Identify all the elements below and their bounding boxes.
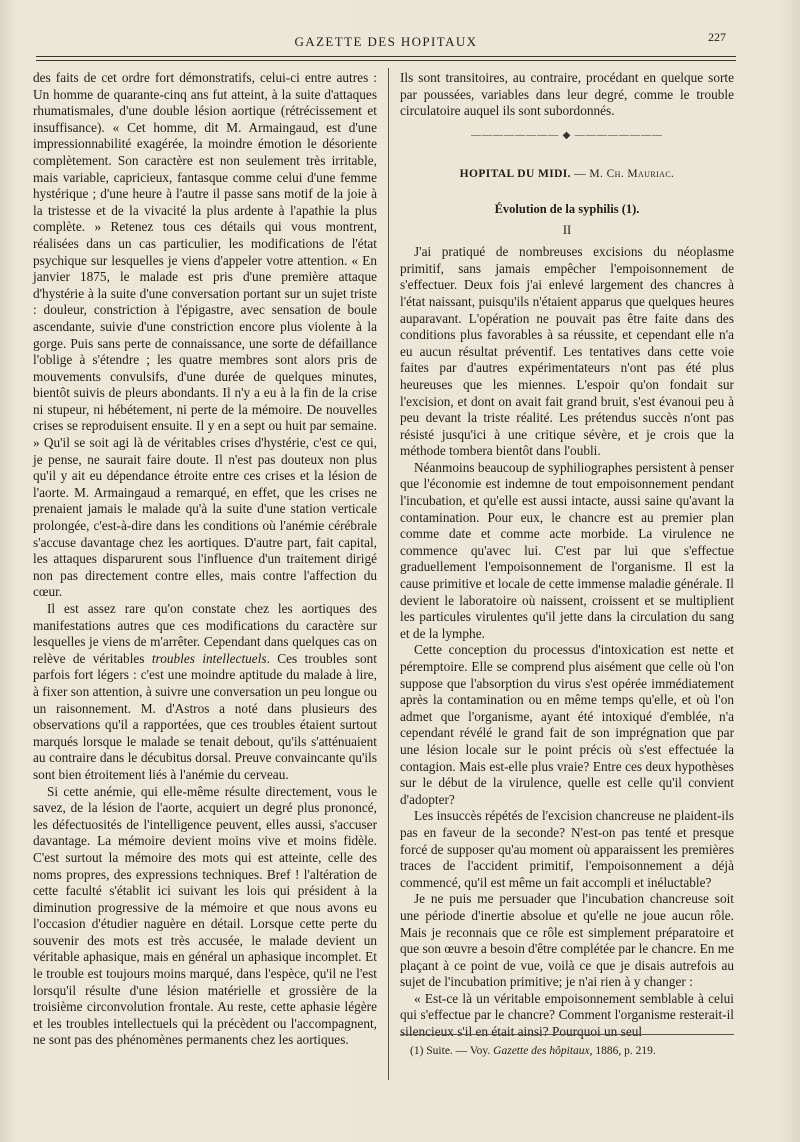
page-number: 227 [708,30,726,44]
right-continuation: Ils sont transitoires, au contraire, procédant en quelque sorte par poussées, variables dans leur degré, comme le trouble circulatoire auquel ils sont subordonnés. [400,70,734,119]
right-paragraph-5: Je ne puis me persuader que l'incubation chancreuse soit une période d'inertie absolue et qu'elle ne joue aucun rôle. Mais je reconnais que ce rôle est simplement préparatoire et que son œuvre a besoin d'être complétée par le chancre. En me plaçant à ce point de vue, voilà ce que je disais autrefois au sujet de l'incubation primitive; je n'ai rien à y changer : [400,891,734,990]
left-paragraph-3: Si cette anémie, qui elle-même résulte directement, vous le savez, de la lésion de l'aorte, acquiert un degré plus prononcé, les défectuosités de l'intelligence peuvent, elles aussi, s'accuser davantage. La mémoire devient moins vive et moins fidèle. C'est surtout la mémoire des mots qui est atteinte, celle des noms propres, des expressions techniques. Bref ! l'altération de cette faculté s'établit ici suivant les lois qui président à la diminution progressive de la mémoire et que nous avons eu l'occasion d'étudier naguère en détail. Lorsque cette perte du souvenir des mots est très accusée, le malade devient un véritable aphasique, mais en général un aphasique incomplet. Et le trouble est toujours moins marqué, dans l'espèce, qu'il ne l'est lorsqu'il résulte d'une lésion matérielle et grossière de la troisième circonvolution frontale. Au reste, cette aphasie légère et les troubles intellectuels qui la précèdent ou l'accompagnent, ne sont pas des phénomènes permanents chez les aortiques. [33,783,377,1048]
article-title: Évolution de la syphilis (1). [494,201,640,216]
right-paragraph-1: J'ai pratiqué de nombreuses excisions du néoplasme primitif, sans jamais empêcher l'empoisonnement de s'effectuer. Deux fois j'ai enlevé largement des chancres à l'état naissant, puisqu'ils n'étaient apparus que quelques heures auparavant. L'opération ne pouvait pas être faite dans des conditions plus favorables à sa réussite, et cependant elle n'a eu aucun résultat préventif. Les tentatives dans cette voie faites par d'autres expérimentateurs n'ont pas été plus heureuses que les miennes. L'espoir qu'on fondait sur l'excision, et dont on avait fait grand bruit, s'est évanoui peu à peu devant la triste réalité. Les prétendus succès n'ont pas résisté jusqu'ici à une critique sévère, et je crois que la méthode tombera bientôt dans l'oubli. [400,244,734,459]
section-ornament: ———————— ◆ ———————— [471,129,663,141]
footnote [410,1045,730,1057]
left-paragraph-2 [33,601,377,784]
footnote-prefix: (1) Suite. — Voy. [410,1045,494,1057]
header-rule [36,56,736,61]
running-title: GAZETTE DES HOPITAUX [294,34,478,49]
footnote-rule [400,1034,734,1035]
column-divider [388,68,389,1080]
footnote-suffix: , 1886, p. 219. [589,1045,656,1057]
article-part-number: II [562,222,572,237]
author-name: M. Ch. Mauriac. [589,168,675,181]
right-column [400,70,734,1041]
hospital-name: HOPITAL DU MIDI. [459,168,571,181]
left-paragraph-2-text-a: Il est assez rare qu'on constate chez les aortiques des manifestations autres que ces modifications du caractère sur lesquelles je viens de m'arrêter. Cependant dans quelques cas on relève de véritables [33,601,377,666]
footnote-journal: Gazette des hôpitaux [493,1045,590,1057]
right-paragraph-2: Néanmoins beaucoup de syphiliographes persistent à penser que l'économie est indemne de tout empoisonnement pendant l'incubation, et qu'elle est aussi intacte, aussi saine qu'avant la contamination. Pour eux, le chancre est au premier plan comme date et comme acte morbide. La virulence ne commence qu'avec lui. C'est par lui que s'effectue graduellement l'empoisonnement de l'organisme. Il est la cause primitive et locale de cette immense maladie générale. Il devient le laboratoire où naissent, croissent et se multiplient les particules virulentes qu'il jette dans la circulation du sang et de la lymphe. [400,459,734,641]
section-dash: — [570,168,590,181]
section-heading [400,166,734,183]
left-paragraph-2-text-b: . Ces troubles sont parfois fort légers : c'est une moindre aptitude du malade à lire, à fixer son attention, à suivre une conversation un peu longue ou un raisonnement. M. d'Astros a noté dans plusieurs des observations qu'il a rapportées, que ces troubles étaient surtout marqués lorsque le malade se tenait debout, qu'ils s'atténuaient au contraire dans le décubitus dorsal. Preuve convaincante qu'ils sont bien étroitement liés à l'anémie du cerveau. [33,650,377,782]
right-paragraph-3: Cette conception du processus d'intoxication est nette et péremptoire. Elle se comprend plus aisément que celle où l'on suppose que l'absorption du virus s'est opérée immédiatement après la contamination ou en même temps qu'elle, et où l'on admet que l'organisme, ayant été intoxiqué d'emblée, n'a cependant révélé le grand fait de son imprégnation que par une lésion locale sur le point précis où s'est effectuée la contagion. Mais est-elle plus vraie? Entre ces deux hypothèses sur le début de la virulence, quelle est celle qu'il convient d'adopter? [400,642,734,807]
page-header [36,26,736,54]
left-column [33,70,377,1049]
left-paragraph-2-italic: troubles intellectuels [151,650,267,666]
right-paragraph-6: « Est-ce là un véritable empoisonnement semblable à celui qui s'effectue par le chancre? Comment l'organisme resterait-il silencieux s'il en était ainsi? Pourquoi un seul [400,990,734,1040]
left-paragraph-1: des faits de cet ordre fort démonstratifs, celui-ci entre autres : Un homme de quarante-cinq ans fut atteint, à la suite d'attaques rhumatismales, d'une double lésion aortique (rétrécissement et insuffisance). « Cet homme, dit M. Armaingaud, est d'une impressionnabilité exagérée, la moindre émotion le désoriente complètement. Son caractère est non seulement très irritable, mais variable, capricieux, fantasque comme celui d'une femme hystérique ; d'une heure à l'autre il passe sans motif de la joie à la tristesse et de la vivacité la plus ardente à l'apathie la plus complète. » Retenez tous ces détails qui vous montrent, réalisées dans un cas particulier, les modifications de l'état psychique sur lesquelles je viens d'appeler votre attention. « En janvier 1875, le malade est pris d'une première attaque d'hystérie à la suite d'une conversation portant sur un sujet triste : douleur, constriction à l'épigastre, avec sensation de boule ascendante, suivie d'une constriction encore plus violente à la gorge. Puis sans perte de connaissance, une sorte de défaillance l'oblige à s'étendre ; les quatre membres sont alors pris de mouvements convulsifs, d'une durée de quelques minutes, bientôt suivis de pleurs abondants. Il n'y a eu à la fin de la crise ni stupeur, ni hébétement, ni perte de la mémoire. De nouvelles crises se reproduisent ensuite. Il y en a sept ou huit par semaine. » Qu'il se soit agi là de véritables crises d'hystérie, c'est ce qui, je pense, ne saurait faire doute. Il n'est pas douteux non plus qu'il y ait eu dépendance étroite entre ces crises et la lésion de l'aorte. M. Armaingaud a remarqué, en effet, que les crises ne prenaient jamais le malade qu'à la suite d'une station verticale prolongée, c'est-à-dire dans les conditions où l'anémie cérébrale s'accuse davantage chez les aortiques. D'autre part, fait capital, les attaques disparurent sous l'influence d'un traitement dirigé non pas directement contre elles, mais contre l'affection du cœur. [33,70,377,600]
right-paragraph-4: Les insuccès répétés de l'excision chancreuse ne plaident-ils pas en faveur de la seconde? N'est-on pas tenté et presque forcé de supposer qu'au moment où apparaissent les premières traces de l'accident primitif, l'empoisonnement a déjà commencé, qu'il est même un fait accompli et inéluctable? [400,808,734,890]
